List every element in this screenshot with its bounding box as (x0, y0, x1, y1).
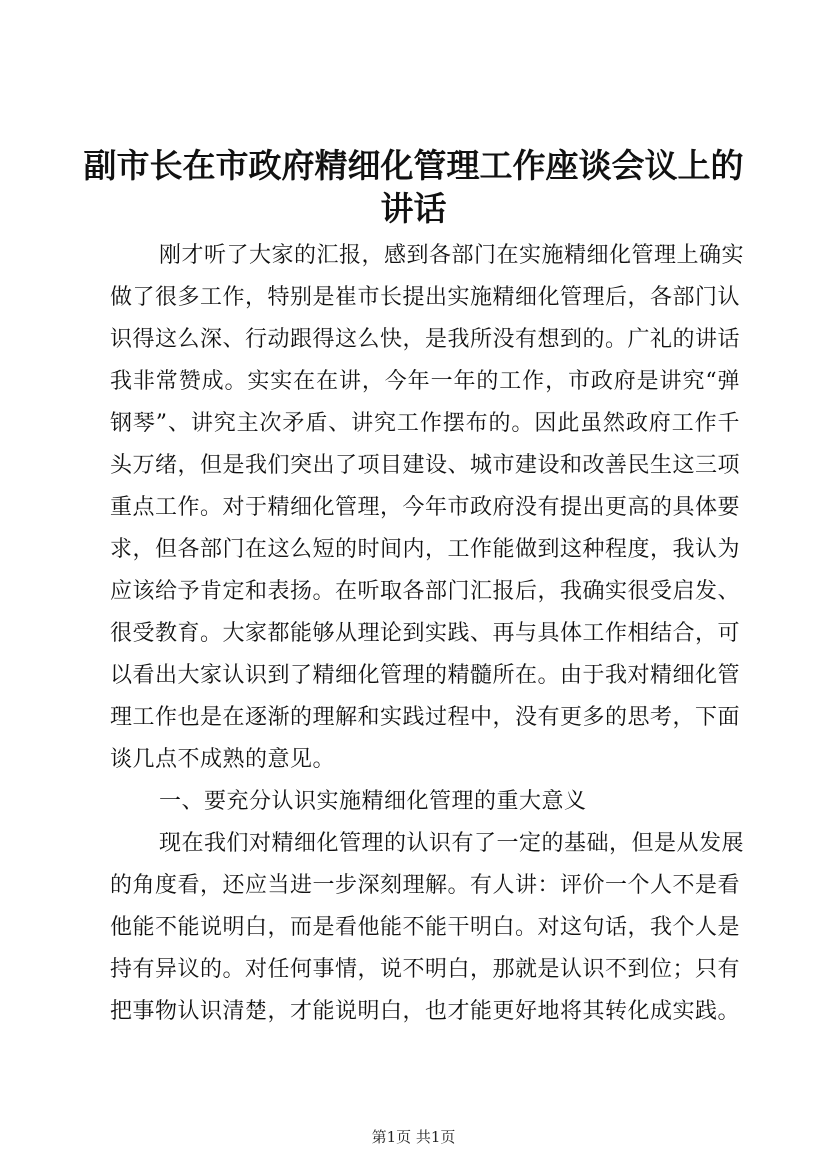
text-line: 谈几点不成熟的意见。 (110, 747, 336, 772)
text-line: 头万绪，但是我们突出了项目建设、城市建设和改善民生这三项 (110, 453, 741, 478)
text-line: 他能不能说明白，而是看他能不能干明白。对这句话，我个人是 (110, 915, 741, 940)
text-line: 重点工作。对于精细化管理，今年市政府没有提出更高的具体要 (110, 495, 741, 520)
text-line: 应该给予肯定和表扬。在听取各部门汇报后，我确实很受启发、 (110, 579, 741, 604)
document-title-line-1: 副市长在市政府精细化管理工作座谈会议上的 (83, 146, 744, 185)
text-line: 现在我们对精细化管理的认识有了一定的基础，但是从发展 (159, 831, 745, 856)
text-line: 持有异议的。对任何事情，说不明白，那就是认识不到位；只有 (110, 957, 741, 982)
page-footer: 第1页 共1页 (371, 1128, 456, 1146)
text-line: 我非常赞成。实实在在讲，今年一年的工作，市政府是讲究“弹 (110, 369, 740, 394)
text-line: 把事物认识清楚，才能说明白，也才能更好地将其转化成实践。 (110, 999, 741, 1024)
text-line: 以看出大家认识到了精细化管理的精髓所在。由于我对精细化管 (110, 663, 741, 688)
text-line: 刚才听了大家的汇报，感到各部门在实施精细化管理上确实 (159, 243, 745, 268)
text-line: 识得这么深、行动跟得这么快，是我所没有想到的。广礼的讲话 (110, 327, 741, 352)
document-title-line-2: 讲话 (380, 189, 447, 228)
section-heading-1: 一、要充分认识实施精细化管理的重大意义 (159, 789, 587, 814)
text-line: 的角度看，还应当进一步深刻理解。有人讲：评价一个人不是看 (110, 873, 741, 898)
text-line: 做了很多工作，特别是崔市长提出实施精细化管理后，各部门认 (110, 285, 741, 310)
text-line: 很受教育。大家都能够从理论到实践、再与具体工作相结合，可 (110, 621, 741, 646)
text-line: 求，但各部门在这么短的时间内，工作能做到这种程度，我认为 (110, 537, 741, 562)
text-line: 钢琴”、讲究主次矛盾、讲究工作摆布的。因此虽然政府工作千 (110, 411, 740, 436)
text-line: 理工作也是在逐渐的理解和实践过程中，没有更多的思考，下面 (110, 705, 741, 730)
